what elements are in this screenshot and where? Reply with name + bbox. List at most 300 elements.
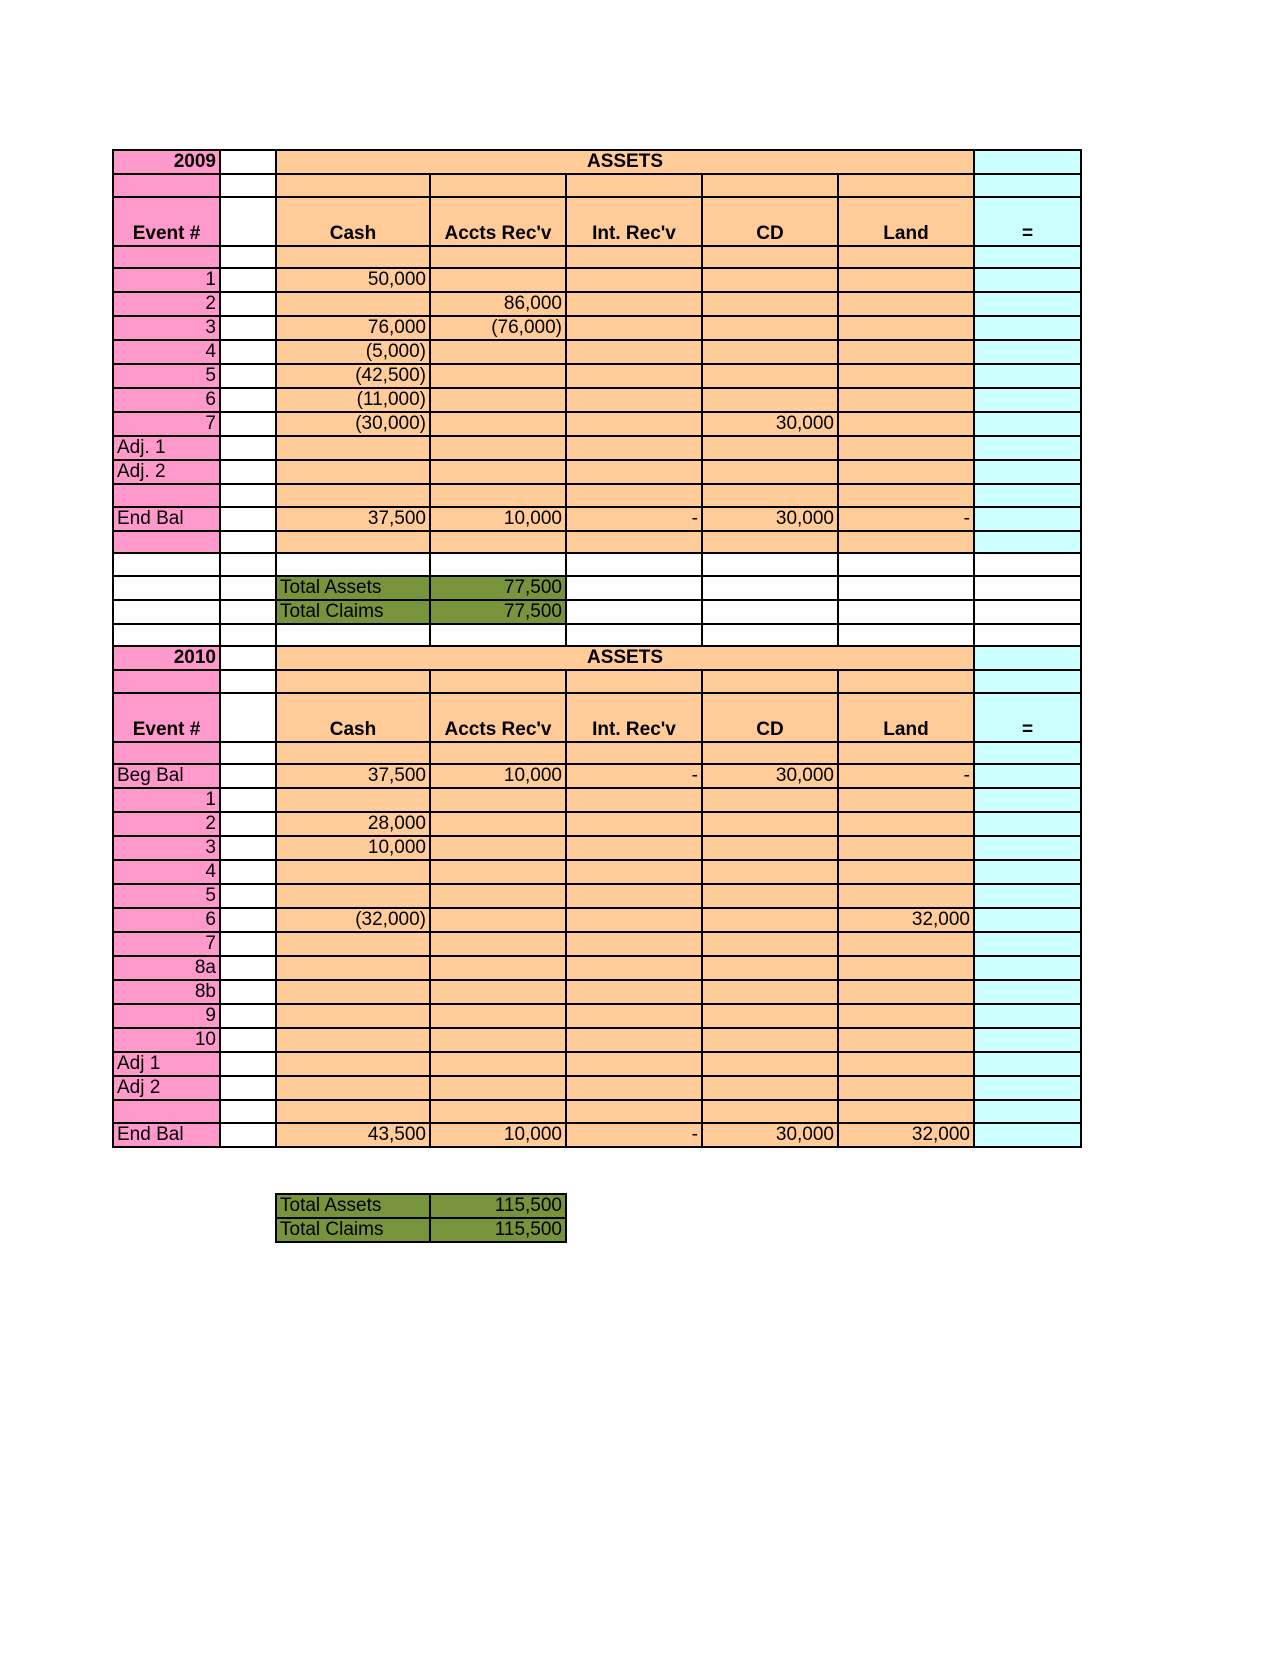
- ir-cell[interactable]: [566, 1052, 702, 1076]
- ar-cell[interactable]: [430, 908, 566, 932]
- equals-cell[interactable]: [974, 836, 1081, 860]
- gap-cell[interactable]: [220, 1004, 276, 1028]
- equals-header[interactable]: =: [974, 693, 1081, 742]
- ar-cell[interactable]: 86,000: [430, 292, 566, 316]
- ir-cell[interactable]: [566, 884, 702, 908]
- total-assets-value[interactable]: 115,500: [430, 1194, 566, 1218]
- equals-cell[interactable]: [974, 1076, 1081, 1100]
- event-header[interactable]: Event #: [113, 693, 220, 742]
- event-cell[interactable]: End Bal: [113, 507, 220, 531]
- land-header[interactable]: Land: [838, 693, 974, 742]
- event-cell[interactable]: 10: [113, 1028, 220, 1052]
- blank-cell[interactable]: [430, 624, 566, 647]
- equals-cell[interactable]: [974, 956, 1081, 980]
- cash-cell[interactable]: 28,000: [276, 812, 430, 836]
- land-cell[interactable]: [838, 412, 974, 436]
- event-cell[interactable]: 8b: [113, 980, 220, 1004]
- gap-cell[interactable]: [220, 246, 276, 269]
- ir-cell[interactable]: [566, 932, 702, 956]
- event-cell[interactable]: 7: [113, 932, 220, 956]
- cd-header[interactable]: CD: [702, 693, 838, 742]
- ir-cell[interactable]: [566, 908, 702, 932]
- gap-cell[interactable]: [220, 292, 276, 316]
- land-cell[interactable]: [838, 531, 974, 554]
- event-cell[interactable]: 5: [113, 884, 220, 908]
- blank-cell[interactable]: [113, 624, 220, 647]
- cd-cell[interactable]: 30,000: [702, 507, 838, 531]
- event-cell[interactable]: 8a: [113, 956, 220, 980]
- ir-cell[interactable]: [566, 388, 702, 412]
- event-cell[interactable]: 2: [113, 292, 220, 316]
- ir-cell[interactable]: [566, 316, 702, 340]
- ir-cell[interactable]: [566, 1100, 702, 1123]
- ar-cell[interactable]: [430, 531, 566, 554]
- cd-cell[interactable]: [702, 884, 838, 908]
- gap-cell[interactable]: [220, 268, 276, 292]
- equals-cell[interactable]: [974, 150, 1081, 174]
- equals-cell[interactable]: [974, 646, 1081, 670]
- cd-cell[interactable]: [702, 860, 838, 884]
- land-cell[interactable]: [838, 956, 974, 980]
- blank-cell[interactable]: [566, 553, 702, 576]
- gap-cell[interactable]: [220, 316, 276, 340]
- gap-cell[interactable]: [220, 340, 276, 364]
- equals-cell[interactable]: [974, 246, 1081, 269]
- cash-header[interactable]: Cash: [276, 693, 430, 742]
- cash-cell[interactable]: [276, 980, 430, 1004]
- event-cell[interactable]: [113, 484, 220, 507]
- land-cell[interactable]: [838, 1052, 974, 1076]
- cash-cell[interactable]: [276, 531, 430, 554]
- ir-cell[interactable]: [566, 836, 702, 860]
- gap-cell[interactable]: [220, 693, 276, 742]
- cd-cell[interactable]: [702, 388, 838, 412]
- ar-cell[interactable]: 10,000: [430, 1123, 566, 1147]
- cash-cell[interactable]: 10,000: [276, 836, 430, 860]
- blank-cell[interactable]: [113, 576, 220, 600]
- gap-cell[interactable]: [220, 531, 276, 554]
- event-cell[interactable]: 9: [113, 1004, 220, 1028]
- land-cell[interactable]: -: [838, 507, 974, 531]
- event-cell[interactable]: 1: [113, 788, 220, 812]
- blank-cell[interactable]: [430, 553, 566, 576]
- event-cell[interactable]: End Bal: [113, 1123, 220, 1147]
- ar-cell[interactable]: [430, 388, 566, 412]
- equals-cell[interactable]: [974, 812, 1081, 836]
- equals-cell[interactable]: [974, 268, 1081, 292]
- blank-cell[interactable]: [702, 553, 838, 576]
- event-cell[interactable]: Adj. 2: [113, 460, 220, 484]
- land-cell[interactable]: [838, 340, 974, 364]
- cd-cell[interactable]: 30,000: [702, 1123, 838, 1147]
- cd-cell[interactable]: [702, 174, 838, 197]
- cd-cell[interactable]: [702, 908, 838, 932]
- ar-cell[interactable]: 10,000: [430, 507, 566, 531]
- ir-cell[interactable]: [566, 436, 702, 460]
- cd-cell[interactable]: [702, 980, 838, 1004]
- ir-cell[interactable]: [566, 292, 702, 316]
- equals-cell[interactable]: [974, 980, 1081, 1004]
- ir-cell[interactable]: [566, 340, 702, 364]
- equals-cell[interactable]: [974, 388, 1081, 412]
- gap-cell[interactable]: [220, 860, 276, 884]
- equals-header[interactable]: =: [974, 197, 1081, 246]
- ar-cell[interactable]: [430, 364, 566, 388]
- ar-cell[interactable]: [430, 340, 566, 364]
- gap-cell[interactable]: [220, 812, 276, 836]
- cash-cell[interactable]: [276, 788, 430, 812]
- equals-cell[interactable]: [974, 908, 1081, 932]
- land-cell[interactable]: [838, 812, 974, 836]
- cd-cell[interactable]: [702, 742, 838, 765]
- cash-cell[interactable]: (5,000): [276, 340, 430, 364]
- ir-cell[interactable]: [566, 1028, 702, 1052]
- ar-cell[interactable]: [430, 1052, 566, 1076]
- ar-cell[interactable]: [430, 884, 566, 908]
- cd-cell[interactable]: [702, 1100, 838, 1123]
- cd-cell[interactable]: [702, 460, 838, 484]
- ar-cell[interactable]: [430, 932, 566, 956]
- cash-cell[interactable]: 43,500: [276, 1123, 430, 1147]
- cash-cell[interactable]: [276, 484, 430, 507]
- cd-cell[interactable]: [702, 268, 838, 292]
- event-cell[interactable]: [113, 670, 220, 693]
- land-cell[interactable]: [838, 460, 974, 484]
- gap-cell[interactable]: [220, 884, 276, 908]
- event-cell[interactable]: Adj 1: [113, 1052, 220, 1076]
- cd-cell[interactable]: [702, 1052, 838, 1076]
- event-cell[interactable]: Adj. 1: [113, 436, 220, 460]
- land-cell[interactable]: [838, 246, 974, 269]
- land-cell[interactable]: [838, 788, 974, 812]
- equals-cell[interactable]: [974, 764, 1081, 788]
- ir-cell[interactable]: -: [566, 507, 702, 531]
- ir-header[interactable]: Int. Rec'v: [566, 693, 702, 742]
- gap-cell[interactable]: [220, 484, 276, 507]
- land-cell[interactable]: [838, 268, 974, 292]
- land-cell[interactable]: [838, 860, 974, 884]
- ar-cell[interactable]: (76,000): [430, 316, 566, 340]
- cd-cell[interactable]: 30,000: [702, 764, 838, 788]
- equals-cell[interactable]: [974, 932, 1081, 956]
- ar-cell[interactable]: [430, 956, 566, 980]
- ar-cell[interactable]: [430, 670, 566, 693]
- total-assets-label[interactable]: Total Assets: [276, 576, 430, 600]
- cash-cell[interactable]: [276, 742, 430, 765]
- ar-cell[interactable]: [430, 860, 566, 884]
- gap-cell[interactable]: [220, 836, 276, 860]
- gap-cell[interactable]: [220, 980, 276, 1004]
- cd-cell[interactable]: [702, 436, 838, 460]
- cash-cell[interactable]: [276, 956, 430, 980]
- blank-cell[interactable]: [838, 576, 974, 600]
- blank-cell[interactable]: [220, 553, 276, 576]
- land-cell[interactable]: [838, 388, 974, 412]
- ir-cell[interactable]: [566, 412, 702, 436]
- blank-cell[interactable]: [838, 600, 974, 624]
- blank-cell[interactable]: [276, 553, 430, 576]
- gap-cell[interactable]: [220, 788, 276, 812]
- equals-cell[interactable]: [974, 1028, 1081, 1052]
- ar-cell[interactable]: [430, 1076, 566, 1100]
- gap-cell[interactable]: [220, 1100, 276, 1123]
- land-cell[interactable]: [838, 932, 974, 956]
- cash-cell[interactable]: [276, 1004, 430, 1028]
- equals-cell[interactable]: [974, 436, 1081, 460]
- ir-cell[interactable]: [566, 670, 702, 693]
- ir-cell[interactable]: [566, 531, 702, 554]
- event-cell[interactable]: Adj 2: [113, 1076, 220, 1100]
- land-cell[interactable]: [838, 836, 974, 860]
- ar-cell[interactable]: [430, 836, 566, 860]
- blank-cell[interactable]: [220, 576, 276, 600]
- cd-cell[interactable]: 30,000: [702, 412, 838, 436]
- cd-cell[interactable]: [702, 670, 838, 693]
- land-cell[interactable]: [838, 1028, 974, 1052]
- cash-cell[interactable]: [276, 1076, 430, 1100]
- equals-cell[interactable]: [974, 484, 1081, 507]
- equals-cell[interactable]: [974, 316, 1081, 340]
- gap-cell[interactable]: [220, 908, 276, 932]
- blank-cell[interactable]: [838, 624, 974, 647]
- ir-cell[interactable]: [566, 246, 702, 269]
- event-cell[interactable]: 2: [113, 812, 220, 836]
- cash-cell[interactable]: [276, 884, 430, 908]
- cd-cell[interactable]: [702, 340, 838, 364]
- ar-cell[interactable]: [430, 788, 566, 812]
- blank-cell[interactable]: [276, 624, 430, 647]
- event-cell[interactable]: 4: [113, 340, 220, 364]
- blank-cell[interactable]: [702, 624, 838, 647]
- gap-cell[interactable]: [220, 1123, 276, 1147]
- blank-cell[interactable]: [113, 553, 220, 576]
- blank-cell[interactable]: [702, 600, 838, 624]
- event-cell[interactable]: [113, 174, 220, 197]
- gap-cell[interactable]: [220, 174, 276, 197]
- cash-cell[interactable]: (42,500): [276, 364, 430, 388]
- ar-cell[interactable]: [430, 1028, 566, 1052]
- gap-cell[interactable]: [220, 1052, 276, 1076]
- ar-header[interactable]: Accts Rec'v: [430, 693, 566, 742]
- cd-cell[interactable]: [702, 836, 838, 860]
- total-claims-value[interactable]: 115,500: [430, 1218, 566, 1242]
- cash-cell[interactable]: (32,000): [276, 908, 430, 932]
- equals-cell[interactable]: [974, 1123, 1081, 1147]
- event-cell[interactable]: [113, 1100, 220, 1123]
- ar-cell[interactable]: [430, 460, 566, 484]
- cash-cell[interactable]: [276, 932, 430, 956]
- blank-cell[interactable]: [566, 600, 702, 624]
- ar-cell[interactable]: [430, 412, 566, 436]
- ir-header[interactable]: Int. Rec'v: [566, 197, 702, 246]
- equals-cell[interactable]: [974, 788, 1081, 812]
- equals-cell[interactable]: [974, 174, 1081, 197]
- cd-cell[interactable]: [702, 1028, 838, 1052]
- gap-cell[interactable]: [220, 460, 276, 484]
- gap-cell[interactable]: [220, 956, 276, 980]
- ar-cell[interactable]: [430, 174, 566, 197]
- equals-cell[interactable]: [974, 1100, 1081, 1123]
- land-cell[interactable]: [838, 174, 974, 197]
- cash-cell[interactable]: [276, 1100, 430, 1123]
- land-cell[interactable]: [838, 1076, 974, 1100]
- cash-cell[interactable]: [276, 1028, 430, 1052]
- equals-cell[interactable]: [974, 412, 1081, 436]
- gap-cell[interactable]: [220, 742, 276, 765]
- cd-cell[interactable]: [702, 932, 838, 956]
- ir-cell[interactable]: [566, 980, 702, 1004]
- blank-cell[interactable]: [566, 624, 702, 647]
- blank-cell[interactable]: [702, 576, 838, 600]
- ar-cell[interactable]: [430, 1100, 566, 1123]
- ir-cell[interactable]: [566, 742, 702, 765]
- gap-cell[interactable]: [220, 932, 276, 956]
- blank-cell[interactable]: [974, 576, 1081, 600]
- cash-cell[interactable]: (11,000): [276, 388, 430, 412]
- equals-cell[interactable]: [974, 742, 1081, 765]
- ar-cell[interactable]: [430, 484, 566, 507]
- cd-cell[interactable]: [702, 1004, 838, 1028]
- land-cell[interactable]: [838, 316, 974, 340]
- total-assets-label[interactable]: Total Assets: [276, 1194, 430, 1218]
- equals-cell[interactable]: [974, 670, 1081, 693]
- cd-cell[interactable]: [702, 956, 838, 980]
- equals-cell[interactable]: [974, 1004, 1081, 1028]
- ir-cell[interactable]: [566, 174, 702, 197]
- blank-cell[interactable]: [566, 576, 702, 600]
- cd-cell[interactable]: [702, 531, 838, 554]
- event-cell[interactable]: [113, 742, 220, 765]
- cash-cell[interactable]: 37,500: [276, 764, 430, 788]
- event-cell[interactable]: [113, 246, 220, 269]
- ar-cell[interactable]: [430, 812, 566, 836]
- blank-cell[interactable]: [113, 600, 220, 624]
- land-cell[interactable]: [838, 484, 974, 507]
- cd-cell[interactable]: [702, 788, 838, 812]
- cd-cell[interactable]: [702, 484, 838, 507]
- total-claims-label[interactable]: Total Claims: [276, 1218, 430, 1242]
- gap-cell[interactable]: [220, 197, 276, 246]
- ir-cell[interactable]: [566, 460, 702, 484]
- cash-cell[interactable]: 50,000: [276, 268, 430, 292]
- total-assets-value[interactable]: 77,500: [430, 576, 566, 600]
- ar-cell[interactable]: [430, 980, 566, 1004]
- year-cell[interactable]: 2009: [113, 150, 220, 174]
- equals-cell[interactable]: [974, 340, 1081, 364]
- event-cell[interactable]: 6: [113, 388, 220, 412]
- cash-cell[interactable]: 76,000: [276, 316, 430, 340]
- gap-cell[interactable]: [220, 507, 276, 531]
- ir-cell[interactable]: -: [566, 764, 702, 788]
- gap-cell[interactable]: [220, 388, 276, 412]
- cash-cell[interactable]: [276, 292, 430, 316]
- gap-cell[interactable]: [220, 764, 276, 788]
- cd-cell[interactable]: [702, 812, 838, 836]
- gap-cell[interactable]: [220, 364, 276, 388]
- cash-cell[interactable]: [276, 246, 430, 269]
- ar-header[interactable]: Accts Rec'v: [430, 197, 566, 246]
- assets-header[interactable]: ASSETS: [276, 150, 974, 174]
- ar-cell[interactable]: [430, 742, 566, 765]
- ir-cell[interactable]: -: [566, 1123, 702, 1147]
- gap-cell[interactable]: [220, 412, 276, 436]
- ar-cell[interactable]: [430, 1004, 566, 1028]
- gap-cell[interactable]: [220, 150, 276, 174]
- ir-cell[interactable]: [566, 268, 702, 292]
- event-cell[interactable]: 5: [113, 364, 220, 388]
- event-cell[interactable]: 1: [113, 268, 220, 292]
- land-cell[interactable]: [838, 436, 974, 460]
- land-cell[interactable]: 32,000: [838, 908, 974, 932]
- land-header[interactable]: Land: [838, 197, 974, 246]
- event-header[interactable]: Event #: [113, 197, 220, 246]
- cash-cell[interactable]: [276, 460, 430, 484]
- cd-cell[interactable]: [702, 1076, 838, 1100]
- ir-cell[interactable]: [566, 364, 702, 388]
- ar-cell[interactable]: 10,000: [430, 764, 566, 788]
- blank-cell[interactable]: [838, 553, 974, 576]
- equals-cell[interactable]: [974, 292, 1081, 316]
- land-cell[interactable]: [838, 1100, 974, 1123]
- equals-cell[interactable]: [974, 507, 1081, 531]
- gap-cell[interactable]: [220, 646, 276, 670]
- ir-cell[interactable]: [566, 788, 702, 812]
- cd-cell[interactable]: [702, 292, 838, 316]
- ar-cell[interactable]: [430, 268, 566, 292]
- land-cell[interactable]: [838, 980, 974, 1004]
- event-cell[interactable]: Beg Bal: [113, 764, 220, 788]
- total-claims-label[interactable]: Total Claims: [276, 600, 430, 624]
- gap-cell[interactable]: [220, 436, 276, 460]
- ir-cell[interactable]: [566, 1004, 702, 1028]
- cash-header[interactable]: Cash: [276, 197, 430, 246]
- gap-cell[interactable]: [220, 1076, 276, 1100]
- ar-cell[interactable]: [430, 246, 566, 269]
- land-cell[interactable]: [838, 884, 974, 908]
- equals-cell[interactable]: [974, 531, 1081, 554]
- blank-cell[interactable]: [220, 600, 276, 624]
- equals-cell[interactable]: [974, 884, 1081, 908]
- gap-cell[interactable]: [220, 670, 276, 693]
- event-cell[interactable]: 3: [113, 316, 220, 340]
- equals-cell[interactable]: [974, 1052, 1081, 1076]
- equals-cell[interactable]: [974, 460, 1081, 484]
- land-cell[interactable]: 32,000: [838, 1123, 974, 1147]
- event-cell[interactable]: 7: [113, 412, 220, 436]
- cash-cell[interactable]: [276, 1052, 430, 1076]
- ir-cell[interactable]: [566, 812, 702, 836]
- ar-cell[interactable]: [430, 436, 566, 460]
- cd-cell[interactable]: [702, 246, 838, 269]
- land-cell[interactable]: [838, 1004, 974, 1028]
- event-cell[interactable]: 3: [113, 836, 220, 860]
- cash-cell[interactable]: [276, 436, 430, 460]
- cd-cell[interactable]: [702, 364, 838, 388]
- ir-cell[interactable]: [566, 956, 702, 980]
- blank-cell[interactable]: [974, 600, 1081, 624]
- assets-header[interactable]: ASSETS: [276, 646, 974, 670]
- cash-cell[interactable]: [276, 860, 430, 884]
- blank-cell[interactable]: [220, 624, 276, 647]
- cash-cell[interactable]: [276, 174, 430, 197]
- ir-cell[interactable]: [566, 484, 702, 507]
- equals-cell[interactable]: [974, 364, 1081, 388]
- event-cell[interactable]: [113, 531, 220, 554]
- land-cell[interactable]: [838, 292, 974, 316]
- cash-cell[interactable]: 37,500: [276, 507, 430, 531]
- blank-cell[interactable]: [974, 553, 1081, 576]
- year-cell[interactable]: 2010: [113, 646, 220, 670]
